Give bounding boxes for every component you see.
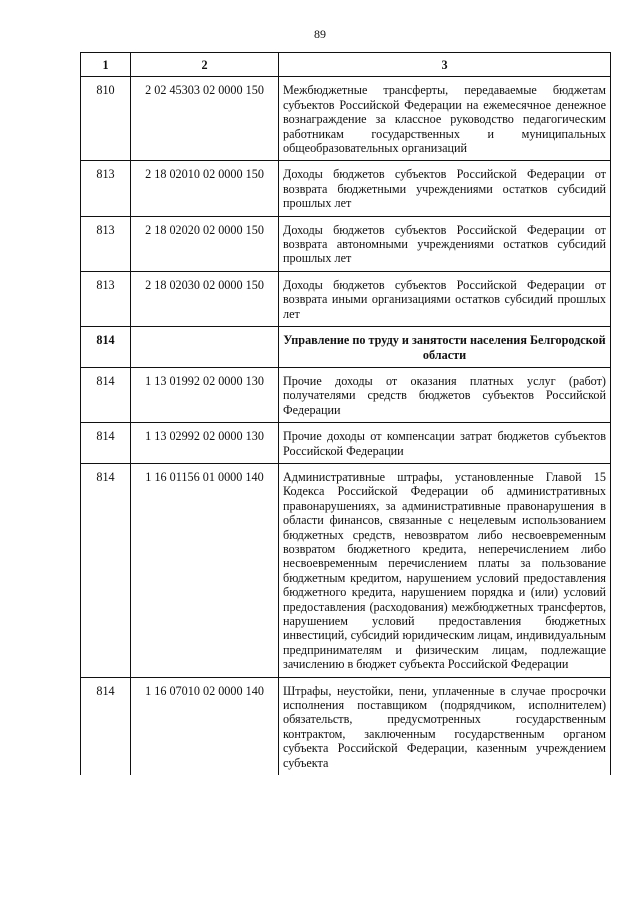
revenue-description: Штрафы, неустойки, пени, уплаченные в случае просрочки исполнения поставщиком (подрядчиком, исполнителем) обязательств, предусмотренных государственным контрактом, заключенным государственным органом субъекта Российской Федерации, казенным учреждением субъекта — [279, 677, 611, 775]
admin-code: 814 — [81, 463, 131, 677]
header-col-1: 1 — [81, 53, 131, 77]
page-number: 89 — [314, 27, 326, 41]
admin-code: 814 — [81, 423, 131, 464]
budget-classification-code: 1 13 01992 02 0000 130 — [131, 367, 279, 422]
table-row — [81, 677, 611, 775]
administrator-heading-row — [81, 327, 611, 368]
revenue-description: Прочие доходы от оказания платных услуг (работ) получателями средств бюджетов субъектов Российской Федерации — [279, 367, 611, 422]
budget-classification-code: 2 02 45303 02 0000 150 — [131, 77, 279, 161]
admin-code: 813 — [81, 161, 131, 216]
table-row — [81, 463, 611, 677]
admin-code: 814 — [81, 327, 131, 368]
admin-code: 814 — [81, 677, 131, 775]
table-row — [81, 77, 611, 161]
budget-classification-code: 1 16 07010 02 0000 140 — [131, 677, 279, 775]
table-row — [81, 271, 611, 326]
header-col-3: 3 — [279, 53, 611, 77]
admin-code: 813 — [81, 271, 131, 326]
table-row — [81, 216, 611, 271]
budget-classification-code: 2 18 02030 02 0000 150 — [131, 271, 279, 326]
table-row — [81, 161, 611, 216]
revenue-description: Административные штрафы, установленные Главой 15 Кодекса Российской Федерации об административных правонарушениях, за административные правонарушения в области финансов, связанные с нецелевым использованием бюджетных средств, невозвратом либо несвоевременным возвратом бюджетного кредита, неперечислением либо несвоевременным перечислением платы за пользование бюджетным кредитом, нарушением условий предоставления бюджетного кредита, нарушением порядка и (или) условий предоставления (расходования) межбюджетных трансфертов, нарушением условий предоставления бюджетных инвестиций, субсидий юридическим лицам, индивидуальным предпринимателям и физическим лицам, подлежащие зачислению в бюджет субъекта Российской Федерации — [279, 463, 611, 677]
revenue-description: Доходы бюджетов субъектов Российской Федерации от возврата иными организациями остатков субсидий прошлых лет — [279, 271, 611, 326]
revenue-description: Доходы бюджетов субъектов Российской Федерации от возврата бюджетными учреждениями остатков субсидий прошлых лет — [279, 161, 611, 216]
table-row — [81, 423, 611, 464]
admin-code: 810 — [81, 77, 131, 161]
revenue-description: Прочие доходы от компенсации затрат бюджетов субъектов Российской Федерации — [279, 423, 611, 464]
table-row — [81, 367, 611, 422]
admin-code: 813 — [81, 216, 131, 271]
budget-classification-code — [131, 327, 279, 368]
revenue-description: Межбюджетные трансферты, передаваемые бюджетам субъектов Российской Федерации на ежемесячное денежное вознаграждение за классное руководство педагогическим работникам государственных и муниципальных общеобразовательных организаций — [279, 77, 611, 161]
budget-classification-code: 2 18 02010 02 0000 150 — [131, 161, 279, 216]
administrator-name: Управление по труду и занятости населения Белгородской области — [279, 327, 611, 368]
table-header-row — [81, 53, 611, 77]
budget-classification-code: 1 13 02992 02 0000 130 — [131, 423, 279, 464]
budget-classification-code: 2 18 02020 02 0000 150 — [131, 216, 279, 271]
revenue-description: Доходы бюджетов субъектов Российской Федерации от возврата автономными учреждениями остатков субсидий прошлых лет — [279, 216, 611, 271]
header-col-2: 2 — [131, 53, 279, 77]
revenue-codes-table — [80, 52, 611, 775]
admin-code: 814 — [81, 367, 131, 422]
budget-classification-code: 1 16 01156 01 0000 140 — [131, 463, 279, 677]
